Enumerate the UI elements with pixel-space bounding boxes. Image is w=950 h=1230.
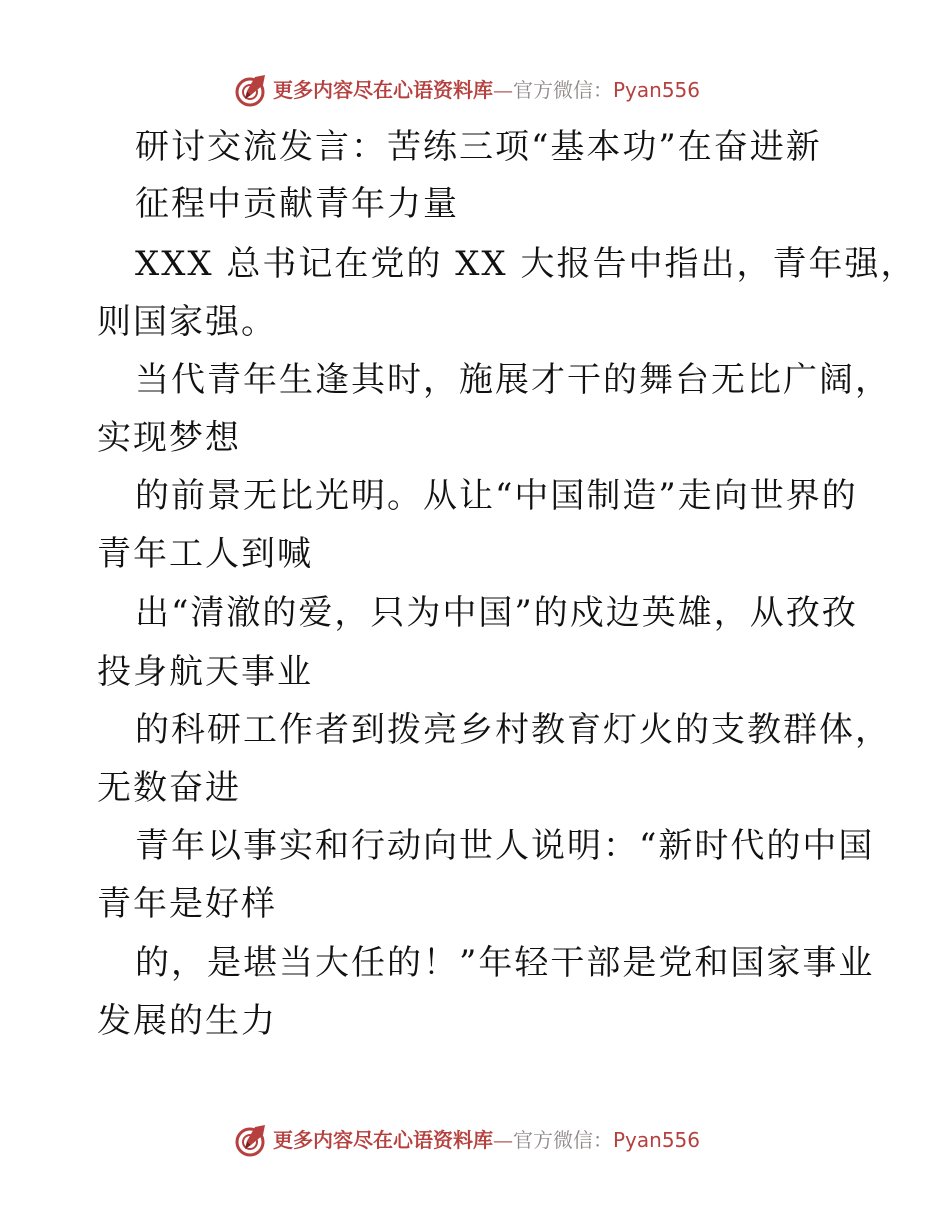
footer-wechat-id: Pyan556 [613, 1128, 701, 1152]
doc-text-line: 发展的生力 [97, 1001, 277, 1041]
header-banner [0, 70, 950, 110]
footer-wechat-label: 官方微信： [513, 1128, 613, 1152]
doc-text-line: 投身航天事业 [97, 652, 313, 692]
doc-title-line-1: 研讨交流发言：苦练三项“基本功”在奋进新 [135, 127, 822, 167]
doc-text-line: 的，是堪当大任的！”年轻干部是党和国家事业 [135, 943, 875, 983]
doc-text-line: 实现梦想 [97, 418, 241, 458]
doc-text-line: 青年以事实和行动向世人说明：“新时代的中国 [135, 826, 875, 866]
doc-text-line: XXX 总书记在党的 XX 大报告中指出，青年强， [135, 244, 917, 284]
pen-logo-icon [233, 1123, 269, 1159]
doc-text-line: 无数奋进 [97, 768, 241, 808]
header-text [273, 77, 700, 103]
header-wechat-id: Pyan556 [613, 78, 701, 102]
doc-text-line: 则国家强。 [97, 302, 277, 342]
footer-text [273, 1127, 700, 1153]
header-brand-text: 更多内容尽在心语资料库 [273, 78, 493, 102]
header-separator: — [493, 78, 513, 102]
doc-text-line: 当代青年生逢其时，施展才干的舞台无比广阔， [135, 360, 891, 400]
doc-title-line-2: 征程中贡献青年力量 [135, 184, 459, 224]
header-wechat-label: 官方微信： [513, 78, 613, 102]
footer-separator: — [493, 1128, 513, 1152]
doc-text-line: 青年工人到喊 [97, 534, 313, 574]
pen-logo-icon [233, 73, 269, 109]
footer-brand-text: 更多内容尽在心语资料库 [273, 1128, 493, 1152]
doc-text-line: 青年是好样 [97, 884, 277, 924]
doc-text-line: 出“清澈的爱，只为中国”的戍边英雄，从孜孜 [135, 593, 858, 633]
footer-banner [0, 1120, 950, 1160]
doc-text-line: 的科研工作者到拨亮乡村教育灯火的支教群体， [135, 710, 891, 750]
doc-text-line: 的前景无比光明。从让“中国制造”走向世界的 [135, 476, 858, 516]
